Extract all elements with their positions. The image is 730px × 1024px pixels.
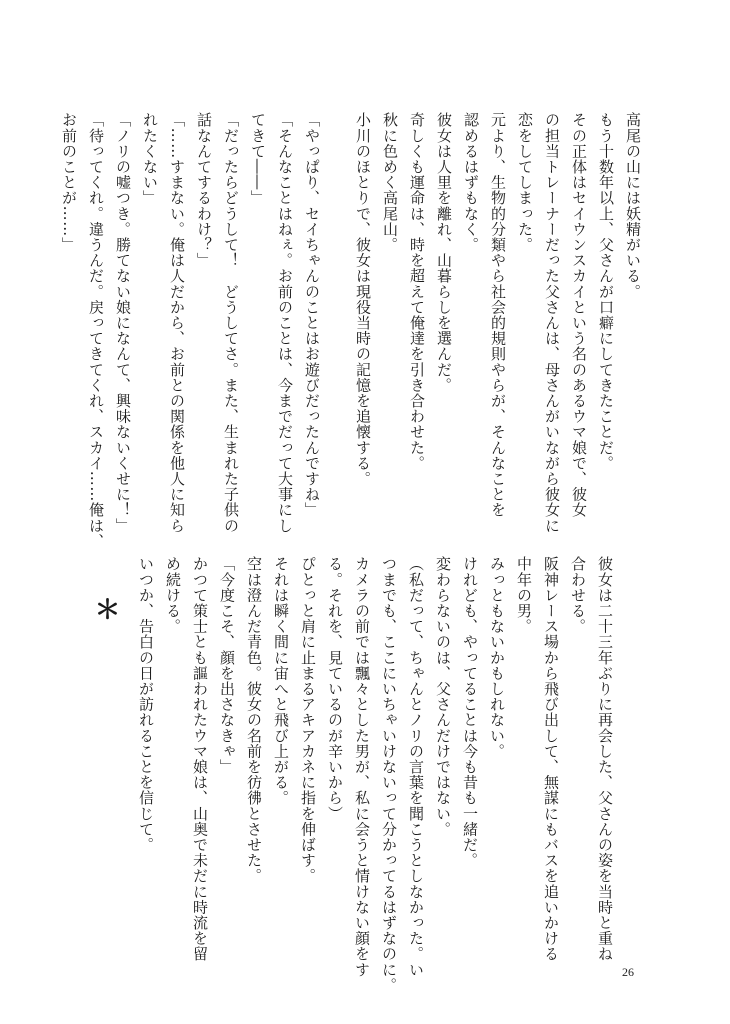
dialogue-line: 「……すまない。俺は人だから、お前との関係を他人に知ら <box>168 112 186 534</box>
text-line: 恋をしてしまった。 <box>516 112 534 253</box>
text-line: 空は澄んだ青色。彼女の名前を彷彿とさせた。 <box>245 556 263 884</box>
section-break-asterisk: ＊ <box>90 596 120 623</box>
text-line: 合わせる。 <box>569 556 587 634</box>
text-line: 変わらないのは、父さんだけではない。 <box>434 556 452 837</box>
dialogue-line: てきて――」 <box>249 112 267 206</box>
text-line: それは瞬く間に宙へと飛び上がる。 <box>272 556 290 806</box>
text-line: みっともないかもしれない。 <box>488 556 506 759</box>
text-line: カメラの前では飄々とした男が、私に会うと情けない顔をす <box>353 556 371 978</box>
text-line: かつて策士とも謳われたウマ娘は、山奥で未だに時流を留 <box>191 556 209 962</box>
text-line: 小川のほとりで、彼女は現役当時の記憶を追懐する。 <box>354 112 372 487</box>
text-line: 中年の男。 <box>515 556 533 634</box>
text-line: め続ける。 <box>164 556 182 634</box>
text-line: 秋に色めく高尾山。 <box>381 112 399 253</box>
text-line: 元より、生物的分類やら社会的規則やらが、そんなことを <box>489 112 507 518</box>
text-line: つまでも、ここにいちゃいけないって分かってるはずなのに。 <box>380 556 398 993</box>
upper-text-block <box>60 112 646 549</box>
text-line: 認めるはずもなく。 <box>462 112 480 253</box>
dialogue-line: れたくない」 <box>141 112 159 206</box>
dialogue-line: 「やっぱり、セイちゃんのことはお遊びだったんですね」 <box>303 112 321 518</box>
text-line: ぴとっと肩に止まるアキアカネに指を伸ばす。 <box>299 556 317 884</box>
dialogue-line: お前のことが……」 <box>60 112 78 253</box>
lower-text-block <box>90 556 618 993</box>
page-number: 26 <box>622 965 634 979</box>
text-line: 阪神レース場から飛び出して、無謀にもバスを追いかける <box>542 556 560 962</box>
dialogue-line: 話なんてするわけ？」 <box>195 112 213 268</box>
dialogue-line: 「そんなことはねぇ。お前のことは、今までだって大事にし <box>276 112 294 534</box>
text-line: （私だって、ちゃんとノリの言葉を聞こうとしなかった。い <box>407 556 425 978</box>
text-line: 彼女は二十三年ぶりに再会した、父さんの姿を当時と重ね <box>596 556 614 962</box>
dialogue-line: 「ノリの嘘つき。勝てない娘になんて、興味ないくせに！」 <box>114 112 132 534</box>
text-line: る。それを、見ているのが辛いから） <box>326 556 344 822</box>
text-line: けれども、やってることは今も昔も一緒だ。 <box>461 556 479 868</box>
text-line: 奇しくも運命は、時を超えて俺達を引き合わせた。 <box>408 112 426 471</box>
text-line: その正体はセイウンスカイという名のあるウマ娘で、彼女 <box>570 112 588 518</box>
text-line: 彼女は人里を離れ、山暮らしを選んだ。 <box>435 112 453 393</box>
text-line: いつか、告白の日が訪れることを信じて。 <box>137 556 155 853</box>
dialogue-line: 「待ってくれ。違うんだ。戻ってきてくれ、スカイ……俺は、 <box>87 112 105 549</box>
text-line: 「今度こそ、顔を出さなきゃ」 <box>218 556 236 775</box>
text-line: もう十数年以上、父さんが口癖にしてきたことだ。 <box>597 112 615 471</box>
dialogue-line: 「だったらどうして！ どうしてさ。また、生まれた子供の <box>222 112 240 534</box>
text-line: 高尾の山には妖精がいる。 <box>624 112 642 300</box>
text-line: の担当トレーナーだった父さんは、母さんがいながら彼女に <box>543 112 561 534</box>
